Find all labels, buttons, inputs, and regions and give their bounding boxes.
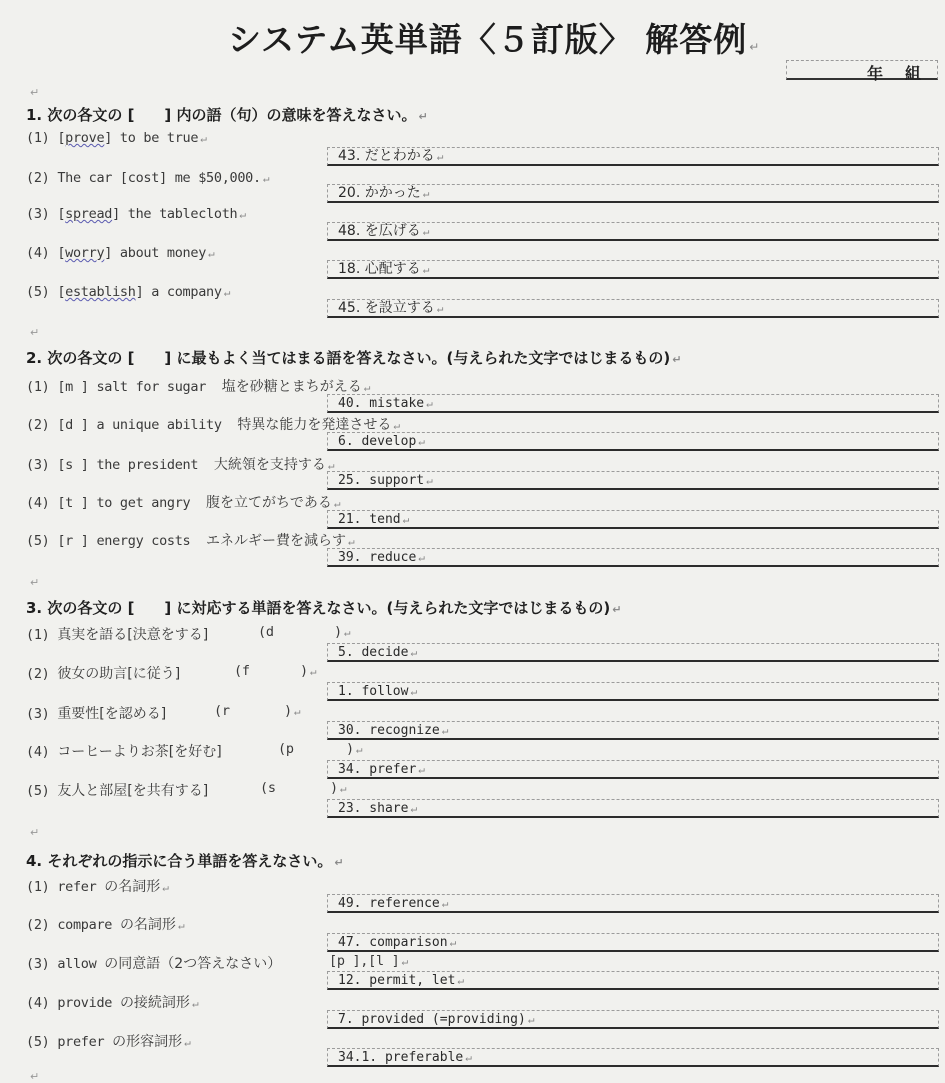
year-label: 年 — [867, 64, 884, 83]
hint-close-3-4: ) ↵ — [346, 741, 363, 757]
question-4-5: (5) prefer の形容詞形 ↵ — [26, 1034, 191, 1050]
answer-box-1-2[interactable]: 20. かかった ↵ — [327, 184, 939, 203]
paragraph-mark-icon: ↵ — [749, 40, 761, 54]
hint-3-4: (p — [278, 741, 294, 757]
section-2-heading: 2. 次の各文の [ ] に最もよく当てはまる語を答えなさい。(与えられた文字ではじまるもの) ↵ — [26, 349, 682, 367]
answer-box-1-3[interactable]: 48. を広げる ↵ — [327, 222, 939, 241]
question-4-2: (2) compare の名詞形 ↵ — [26, 917, 185, 933]
question-1-3: (3) [spread] the tablecloth ↵ — [26, 206, 246, 222]
question-2-4: (4) [t ] to get angry 腹を立てがちである ↵ — [26, 495, 341, 511]
question-2-1: (1) [m ] salt for sugar 塩を砂糖とまちがえる ↵ — [26, 379, 371, 395]
question-2-3: (3) [s ] the president 大統領を支持する ↵ — [26, 457, 335, 473]
section-3-heading: 3. 次の各文の [ ] に対応する単語を答えなさい。(与えられた文字ではじまるもの) ↵ — [26, 599, 622, 617]
question-3-4: (4) コーヒーよりお茶[を好む] — [26, 744, 222, 760]
question-4-3: (3) allow の同意語（2つ答えなさい） — [26, 956, 282, 972]
answer-box-2-2[interactable]: 6. develop ↵ — [327, 432, 939, 451]
hint-3-2: (f — [234, 663, 250, 679]
answer-box-3-5[interactable]: 23. share ↵ — [327, 799, 939, 818]
question-1-2: (2) The car [cost] me $50,000. ↵ — [26, 170, 270, 186]
answer-box-2-5[interactable]: 39. reduce ↵ — [327, 548, 939, 567]
hint-close-3-3: ) ↵ — [284, 703, 301, 719]
document-title: システム英単語〈５訂版〉 解答例 ↵ — [228, 20, 761, 59]
paragraph-mark-icon: ↵ — [30, 1070, 40, 1083]
answer-box-3-3[interactable]: 30. recognize ↵ — [327, 721, 939, 740]
answer-box-2-4[interactable]: 21. tend ↵ — [327, 510, 939, 529]
paragraph-mark-icon: ↵ — [30, 326, 40, 339]
hint-3-5: (s — [260, 780, 276, 796]
answer-box-1-4[interactable]: 18. 心配する ↵ — [327, 260, 939, 279]
paragraph-mark-icon: ↵ — [30, 86, 40, 99]
hint-3-3: (r — [214, 703, 230, 719]
hint-close-3-5: ) ↵ — [330, 780, 347, 796]
answer-box-3-2[interactable]: 1. follow ↵ — [327, 682, 939, 701]
answer-box-4-4[interactable]: 7. provided (=providing) ↵ — [327, 1010, 939, 1029]
question-1-1: (1) [prove] to be true ↵ — [26, 130, 207, 146]
class-label: 組 — [905, 64, 922, 83]
answer-box-4-3[interactable]: 12. permit, let ↵ — [327, 971, 939, 990]
answer-box-2-1[interactable]: 40. mistake ↵ — [327, 394, 939, 413]
hint-3-1: (d — [258, 624, 274, 640]
question-1-4: (4) [worry] about money ↵ — [26, 245, 215, 261]
answer-box-2-3[interactable]: 25. support ↵ — [327, 471, 939, 490]
question-4-1: (1) refer の名詞形 ↵ — [26, 879, 169, 895]
hint-4-3: [p ],[l ] ↵ — [329, 953, 408, 969]
question-3-1: (1) 真実を語る[決意をする] — [26, 627, 209, 643]
hint-close-3-1: ) ↵ — [334, 624, 351, 640]
hint-close-3-2: ) ↵ — [300, 663, 317, 679]
question-2-2: (2) [d ] a unique ability 特異な能力を発達させる ↵ — [26, 417, 400, 433]
answer-box-3-1[interactable]: 5. decide ↵ — [327, 643, 939, 662]
answer-box-4-5[interactable]: 34.1. preferable ↵ — [327, 1048, 939, 1067]
section-1-heading: 1. 次の各文の [ ] 内の語（句）の意味を答えなさい。 ↵ — [26, 106, 428, 124]
answer-box-4-1[interactable]: 49. reference ↵ — [327, 894, 939, 913]
question-4-4: (4) provide の接続詞形 ↵ — [26, 995, 199, 1011]
paragraph-mark-icon: ↵ — [30, 576, 40, 589]
answer-box-1-1[interactable]: 43. だとわかる ↵ — [327, 147, 939, 166]
answer-box-4-2[interactable]: 47. comparison ↵ — [327, 933, 939, 952]
question-2-5: (5) [r ] energy costs エネルギー費を減らす ↵ — [26, 533, 355, 549]
class-name-field[interactable] — [786, 60, 938, 83]
section-4-heading: 4. それぞれの指示に合う単語を答えなさい。 ↵ — [26, 852, 344, 870]
answer-box-1-5[interactable]: 45. を設立する ↵ — [327, 299, 939, 318]
paragraph-mark-icon: ↵ — [30, 826, 40, 839]
answer-box-3-4[interactable]: 34. prefer ↵ — [327, 760, 939, 779]
question-3-3: (3) 重要性[を認める] — [26, 706, 167, 722]
question-3-2: (2) 彼女の助言[に従う] — [26, 666, 181, 682]
question-3-5: (5) 友人と部屋[を共有する] — [26, 783, 209, 799]
question-1-5: (5) [establish] a company ↵ — [26, 284, 231, 300]
